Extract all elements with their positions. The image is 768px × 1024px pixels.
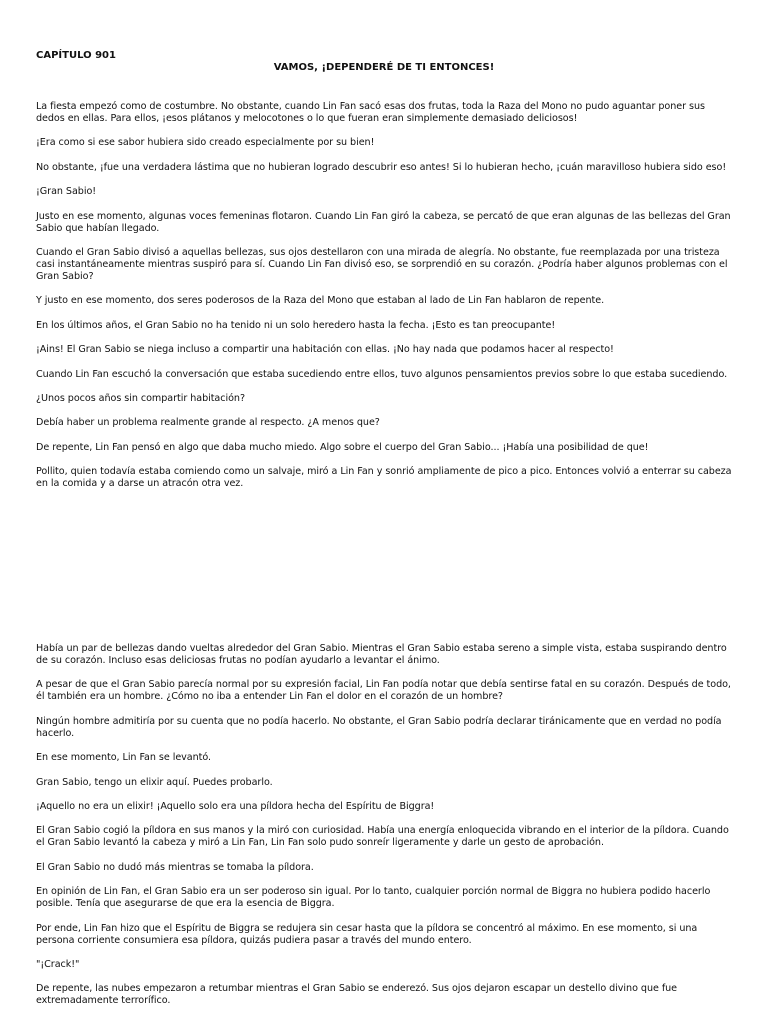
paragraph: Cuando el Gran Sabio divisó a aquellas bellezas, sus ojos destellaron con una mirada de alegría. No obstante, fue reemplazada por una tristeza casi instantáneamente mientras suspiró para sí. Cuando Lin Fan divisó eso, se sorprendió en su corazón. ¿Podría haber algunos problemas con el Gran Sabio?	[36, 246, 728, 282]
paragraph: En opinión de Lin Fan, el Gran Sabio era un ser poderoso sin igual. Por lo tanto, cualquier porción normal de Biggra no hubiera podido hacerlo posible. Tenía que asegurarse de que era la esencia de Biggra.	[36, 886, 711, 910]
paragraph: ¡Ains! El Gran Sabio se niega incluso a compartir una habitación con ellas. ¡No hay nada que podamos hacer al respecto!	[36, 344, 614, 356]
paragraph: A pesar de que el Gran Sabio parecía normal por su expresión facial, Lin Fan podía notar que debía sentirse fatal en su corazón. Después de todo, él también era un hombre. ¿Cómo no iba a entender Lin Fan el dolor en el corazón de un hombre?	[36, 679, 731, 703]
paragraph: En ese momento, Lin Fan se levantó.	[36, 752, 212, 764]
paragraph: De repente, las nubes empezaron a retumbar mientras el Gran Sabio se enderezó. Sus ojos dejaron escapar un destello divino que fue extremadamente terrorífico.	[36, 983, 678, 1007]
text-section-2	[36, 643, 736, 1020]
chapter-title: VAMOS, ¡DEPENDERÉ DE TI ENTONCES!	[273, 62, 495, 73]
paragraph: ¡Gran Sabio!	[36, 186, 97, 198]
paragraph: El Gran Sabio no dudó más mientras se tomaba la píldora.	[36, 861, 314, 873]
paragraph: Gran Sabio, tengo un elixir aquí. Puedes probarlo.	[36, 776, 273, 788]
paragraph: El Gran Sabio cogió la píldora en sus manos y la miró con curiosidad. Había una energía enloquecida vibrando en el interior de la píldora. Cuando el Gran Sabio levantó la cabeza y miró a Lin Fan, Lin Fan solo pudo sonreír ligeramente y darle un gesto de aprobación.	[36, 825, 729, 849]
paragraph: Cuando Lin Fan escuchó la conversación que estaba sucediendo entre ellos, tuvo algunos pensamientos previos sobre lo que estaba sucediendo.	[36, 368, 728, 380]
paragraph: ¿Unos pocos años sin compartir habitación?	[36, 392, 245, 404]
paragraph: Debía haber un problema realmente grande al respecto. ¿A menos que?	[36, 417, 380, 429]
paragraph: Y justo en ese momento, dos seres poderosos de la Raza del Mono que estaban al lado de Lin Fan hablaron de repente.	[36, 295, 605, 307]
paragraph: Pollito, quien todavía estaba comiendo como un salvaje, miró a Lin Fan y sonrió ampliamente de pico a pico. Entonces volvió a enterrar su cabeza en la comida y a darse un atracón otra vez.	[36, 466, 732, 490]
paragraph: Por ende, Lin Fan hizo que el Espíritu de Biggra se redujera sin cesar hasta que la píldora se concentró al máximo. En ese momento, si una persona corriente consumiera esa píldora, quizás pudiera pasar a través del mundo entero.	[36, 922, 698, 946]
paragraph: Ningún hombre admitiría por su cuenta que no podía hacerlo. No obstante, el Gran Sabio podría declarar tiránicamente que en verdad no podía hacerlo.	[36, 715, 722, 739]
paragraph: ¡Era como si ese sabor hubiera sido creado especialmente por su bien!	[36, 137, 375, 149]
paragraph: No obstante, ¡fue una verdadera lástima que no hubieran logrado descubrir eso antes! Si lo hubieran hecho, ¡cuán maravilloso hubiera sido eso!	[36, 161, 727, 173]
text-section-1	[36, 101, 736, 502]
chapter-number: CAPÍTULO 901	[36, 50, 116, 61]
paragraph: "¡Crack!"	[36, 958, 80, 970]
paragraph: Justo en ese momento, algunas voces femeninas flotaron. Cuando Lin Fan giró la cabeza, se percató de que eran algunas de las bellezas del Gran Sabio que habían llegado.	[36, 210, 731, 234]
paragraph: Había un par de bellezas dando vueltas alrededor del Gran Sabio. Mientras el Gran Sabio estaba sereno a simple vista, estaba suspirando dentro de su corazón. Incluso esas deliciosas frutas no podían ayudarlo a levantar el ánimo.	[36, 643, 727, 666]
paragraph: ¡Aquello no era un elixir! ¡Aquello solo era una píldora hecha del Espíritu de Biggra!	[36, 800, 435, 812]
paragraph: De repente, Lin Fan pensó en algo que daba mucho miedo. Algo sobre el cuerpo del Gran Sabio... ¡Había una posibilidad de que!	[36, 441, 649, 453]
paragraph: La fiesta empezó como de costumbre. No obstante, cuando Lin Fan sacó esas dos frutas, toda la Raza del Mono no pudo aguantar poner sus dedos en ellas. Para ellos, ¡esos plátanos y melocotones o lo que fueran eran simplemente demasiado deliciosos!	[36, 101, 705, 124]
paragraph: En los últimos años, el Gran Sabio no ha tenido ni un solo heredero hasta la fecha. ¡Esto es tan preocupante!	[36, 319, 556, 331]
